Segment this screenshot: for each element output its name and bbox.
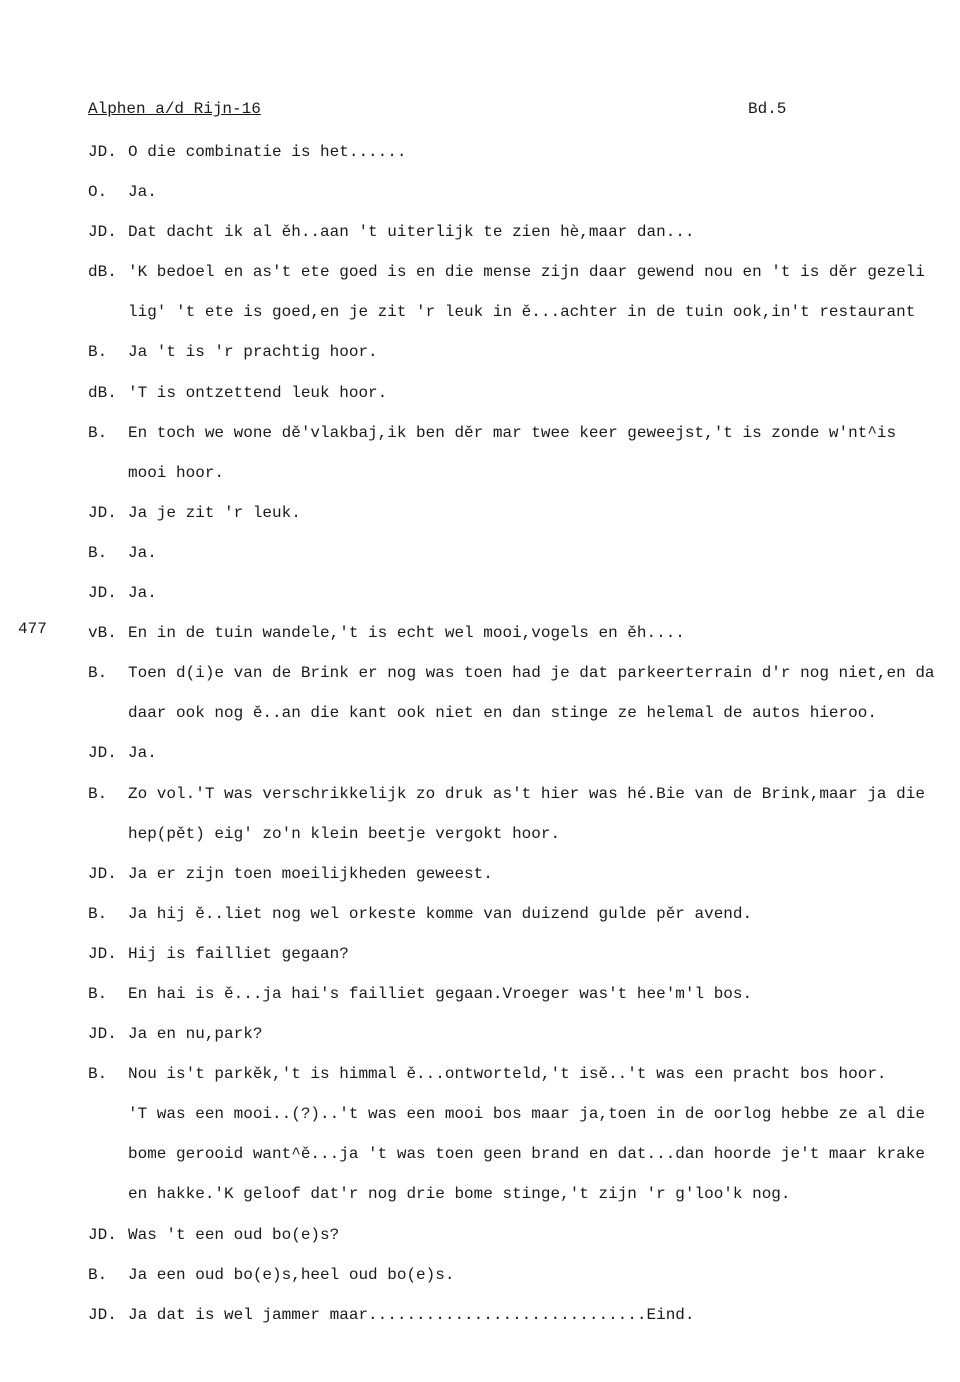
speaker-label: B. bbox=[88, 1065, 108, 1084]
utterance-text: Ja. bbox=[128, 183, 157, 202]
transcript-line bbox=[88, 699, 960, 739]
utterance-text: En toch we wone dě'vlakbaj,ik ben děr mar twee keer geweejst,'t is zonde w'nt^is bbox=[128, 423, 897, 442]
transcript-line bbox=[88, 379, 960, 419]
speaker-label: B. bbox=[88, 664, 108, 683]
transcript-line bbox=[88, 459, 960, 499]
speaker-label: dB. bbox=[88, 383, 117, 402]
speaker-label: B. bbox=[88, 343, 108, 362]
transcript-line bbox=[88, 1180, 960, 1220]
document-title: Alphen a/d Rijn-16 bbox=[88, 100, 261, 118]
utterance-text: 'K bedoel en as't ete goed is en die mense zijn daar gewend nou en 't is děr gezeli bbox=[128, 263, 925, 282]
transcript-line bbox=[88, 860, 960, 900]
utterance-text: Ja. bbox=[128, 543, 157, 562]
utterance-text: Ja 't is 'r prachtig hoor. bbox=[128, 343, 378, 362]
utterance-text: Ja een oud bo(e)s,heel oud bo(e)s. bbox=[128, 1265, 455, 1284]
transcript-line bbox=[88, 900, 960, 940]
utterance-text: En hai is ě...ja hai's failliet gegaan.Vroeger was't hee'm'l bos. bbox=[128, 984, 753, 1003]
speaker-label: B. bbox=[88, 984, 108, 1003]
utterance-text: en hakke.'K geloof dat'r nog drie bome stinge,'t zijn 'r g'loo'k nog. bbox=[128, 1185, 791, 1204]
utterance-text: 'T is ontzettend leuk hoor. bbox=[128, 383, 388, 402]
transcript-line bbox=[88, 1020, 960, 1060]
transcript-line bbox=[88, 1261, 960, 1301]
utterance-text: Ja. bbox=[128, 584, 157, 603]
volume-label: Bd.5 bbox=[748, 100, 787, 118]
utterance-text: hep(pět) eig' zo'n klein beetje vergokt hoor. bbox=[128, 824, 561, 843]
speaker-label: JD. bbox=[88, 503, 117, 522]
utterance-text: Ja je zit 'r leuk. bbox=[128, 503, 301, 522]
transcript-line bbox=[88, 1060, 960, 1100]
transcript-body bbox=[88, 138, 960, 1341]
speaker-label: O. bbox=[88, 183, 108, 202]
transcript-line bbox=[88, 419, 960, 459]
speaker-label: JD. bbox=[88, 143, 117, 161]
speaker-label: JD. bbox=[88, 584, 117, 603]
utterance-text: Dat dacht ik al ěh..aan 't uiterlijk te zien hè,maar dan... bbox=[128, 223, 695, 242]
transcript-line bbox=[88, 178, 960, 218]
transcript-line bbox=[88, 258, 960, 298]
transcript-line bbox=[88, 338, 960, 378]
utterance-text: Ja. bbox=[128, 744, 157, 763]
speaker-label: vB. bbox=[88, 624, 117, 643]
transcript-line bbox=[88, 820, 960, 860]
utterance-text: Ja dat is wel jammer maar.............................Eind. bbox=[128, 1305, 695, 1324]
speaker-label: JD. bbox=[88, 1305, 117, 1324]
utterance-text: Ja en nu,park? bbox=[128, 1025, 263, 1044]
speaker-label: B. bbox=[88, 543, 108, 562]
speaker-label: JD. bbox=[88, 1025, 117, 1044]
utterance-text: En in de tuin wandele,'t is echt wel mooi,vogels en ěh.... bbox=[128, 624, 685, 643]
utterance-text: Ja hij ě..liet nog wel orkeste komme van duizend gulde pěr avend. bbox=[128, 904, 753, 923]
utterance-text: lig' 't ete is goed,en je zit 'r leuk in ě...achter in de tuin ook,in't restaurant bbox=[128, 303, 916, 322]
transcript-line bbox=[88, 218, 960, 258]
transcript-line bbox=[88, 1140, 960, 1180]
transcript-line bbox=[88, 940, 960, 980]
transcript-line bbox=[88, 539, 960, 579]
transcript-line bbox=[88, 298, 960, 338]
transcript-line bbox=[88, 1221, 960, 1261]
utterance-text: O die combinatie is het...... bbox=[128, 143, 407, 161]
transcript-line bbox=[88, 739, 960, 779]
speaker-label: JD. bbox=[88, 944, 117, 963]
speaker-label: B. bbox=[88, 423, 108, 442]
utterance-text: Hij is failliet gegaan? bbox=[128, 944, 349, 963]
speaker-label: JD. bbox=[88, 1225, 117, 1244]
speaker-label: JD. bbox=[88, 223, 117, 242]
speaker-label: B. bbox=[88, 904, 108, 923]
speaker-label: dB. bbox=[88, 263, 117, 282]
utterance-text: Was 't een oud bo(e)s? bbox=[128, 1225, 340, 1244]
utterance-text: Toen d(i)e van de Brink er nog was toen had je dat parkeerterrain d'r nog niet,en da bbox=[128, 664, 935, 683]
utterance-text: Ja er zijn toen moeilijkheden geweest. bbox=[128, 864, 493, 883]
speaker-label: JD. bbox=[88, 744, 117, 763]
transcript-line bbox=[88, 1100, 960, 1140]
utterance-text: bome gerooid want^ě...ja 't was toen geen brand en dat...dan hoorde je't maar krake bbox=[128, 1145, 925, 1164]
utterance-text: Zo vol.'T was verschrikkelijk zo druk as't hier was hé.Bie van de Brink,maar ja die bbox=[128, 784, 925, 803]
utterance-text: mooi hoor. bbox=[128, 463, 225, 482]
speaker-label: B. bbox=[88, 1265, 108, 1284]
transcript-line bbox=[88, 579, 960, 619]
transcript-line bbox=[88, 780, 960, 820]
utterance-text: daar ook nog ě..an die kant ook niet en dan stinge ze helemal de autos hieroo. bbox=[128, 704, 877, 723]
utterance-text: 'T was een mooi..(?)..'t was een mooi bos maar ja,toen in de oorlog hebbe ze al die bbox=[128, 1105, 925, 1124]
transcript-line bbox=[88, 499, 960, 539]
speaker-label: B. bbox=[88, 784, 108, 803]
margin-line-number: 477 bbox=[18, 620, 47, 638]
transcript-line bbox=[88, 1301, 960, 1341]
speaker-label: JD. bbox=[88, 864, 117, 883]
utterance-text: Nou is't parkěk,'t is himmal ě...ontworteld,'t isě..'t was een pracht bos hoor. bbox=[128, 1065, 887, 1084]
transcript-line bbox=[88, 980, 960, 1020]
transcript-line bbox=[88, 619, 960, 659]
transcript-line bbox=[88, 659, 960, 699]
transcript-line bbox=[88, 138, 960, 178]
